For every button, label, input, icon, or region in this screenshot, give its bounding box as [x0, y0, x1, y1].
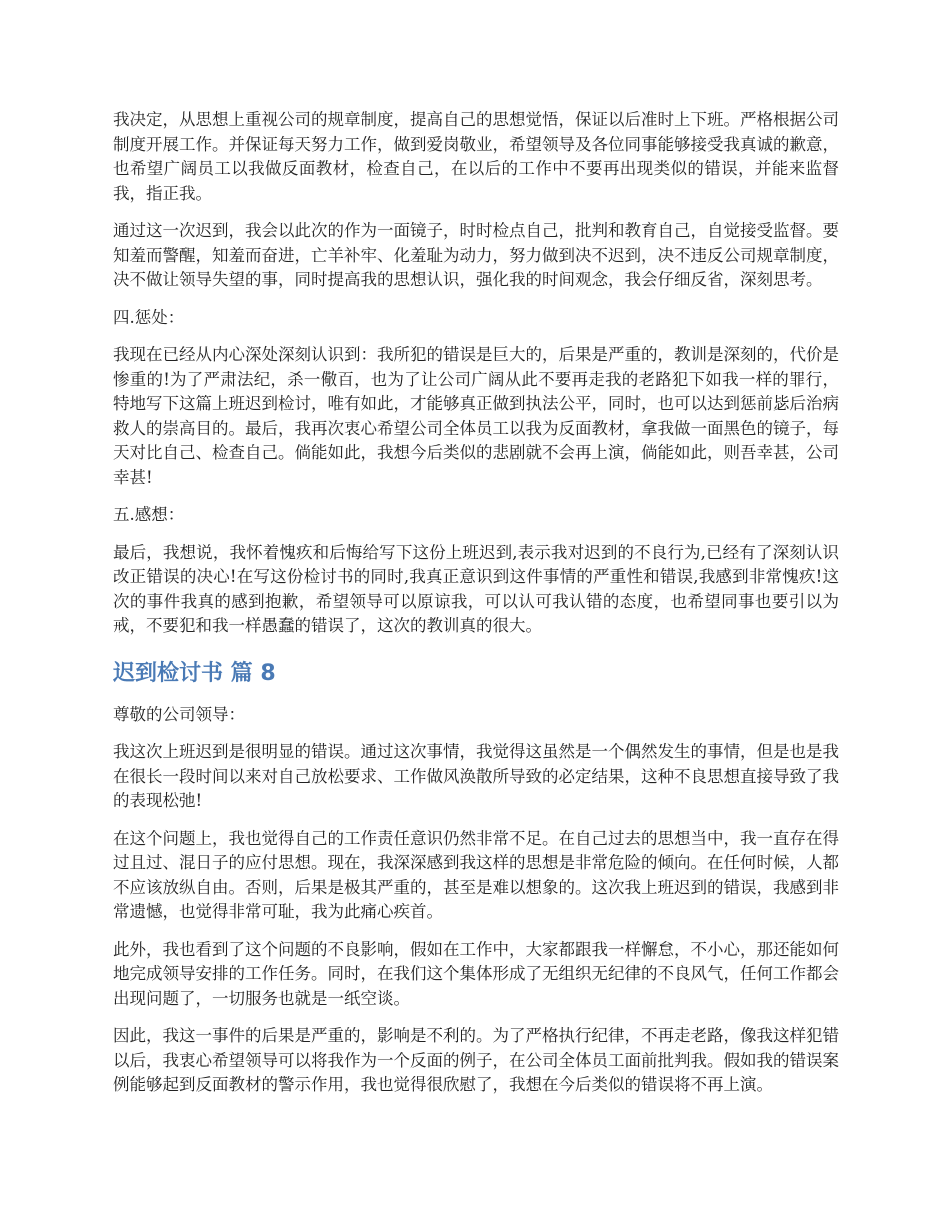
subheading-thoughts: 五.感想： [113, 505, 185, 524]
subheading-punishment: 四.惩处： [113, 307, 185, 327]
paragraph-thoughts: 最后，我想说，我怀着愧疚和后悔给写下这份上班迟到,表示我对迟到的不良行为,已经有了深刻认识改正错误的决心!在写这份检讨书的同时,我真正意识到这件事情的严重性和错误,我感到非常愧疚!这次的事件我真的感到抱歉，希望领导可以原谅我，可以认可我认错的态度，也希望同事也要引以为戒，不要犯和我一样愚蠢的错误了，这次的教训真的很大。 [113, 542, 839, 635]
document-page [113, 108, 839, 1111]
paragraph-admission: 我这次上班迟到是很明显的错误。通过这次事情，我觉得这虽然是一个偶然发生的事情，但是也是我在很长一段时间以来对自己放松要求、工作做风涣散所导致的必定结果，这种不良思想直接导致了我的表现松弛! [113, 742, 839, 810]
paragraph-resolution: 我决定，从思想上重视公司的规章制度，提高自己的思想觉悟，保证以后准时上下班。严格根据公司制度开展工作。并保证每天努力工作，做到爱岗敬业，希望领导及各位同事能够接受我真诚的歉意，也希望广阔员工以我做反面教材，检查自己，在以后的工作中不要再出现类似的错误，并能来监督我，指正我。 [113, 110, 839, 203]
paragraph-responsibility: 在这个问题上，我也觉得自己的工作责任意识仍然非常不足。在自己过去的思想当中，我一直存在得过且过、混日子的应付思想。现在，我深深感到我这样的思想是非常危险的倾向。在任何时候，人都不应该放纵自由。否则，后果是极其严重的，甚至是难以想象的。这次我上班迟到的错误，我感到非常遗憾，也觉得非常可耻，我为此痛心疾首。 [113, 828, 839, 921]
paragraph-punishment: 我现在已经从内心深处深刻认识到：我所犯的错误是巨大的，后果是严重的，教训是深刻的，代价是惨重的!为了严肃法纪，杀一儆百，也为了让公司广阔从此不要再走我的老路犯下如我一样的罪行，特地写下这篇上班迟到检讨，唯有如此，才能够真正做到执法公平，同时，也可以达到惩前毖后治病救人的崇高目的。最后，我再次衷心希望公司全体员工以我为反面教材，拿我做一面黑色的镜子，每天对比自己、检查自己。倘能如此，我想今后类似的悲剧就不会再上演，倘能如此，则吾幸甚，公司幸甚! [113, 345, 839, 487]
paragraph-reflection: 通过这一次迟到，我会以此次的作为一面镜子，时时检点自己，批判和教育自己，自觉接受监督。要知羞而警醒，知羞而奋进，亡羊补牢、化羞耻为动力，努力做到决不迟到，决不违反公司规章制度，决不做让领导失望的事，同时提高我的思想认识，强化我的时间观念，我会仔细反省，深刻思考。 [113, 221, 839, 289]
salutation: 尊敬的公司领导： [113, 704, 245, 724]
paragraph-conclusion: 因此，我这一事件的后果是严重的，影响是不利的。为了严格执行纪律，不再走老路，像我这样犯错以后，我衷心希望领导可以将我作为一个反面的例子，在公司全体员工面前批判我。假如我的错误案例能够起到反面教材的警示作用，我也觉得很欣慰了，我想在今后类似的错误将不再上演。 [113, 1026, 839, 1094]
paragraph-impact: 此外，我也看到了这个问题的不良影响，假如在工作中，大家都跟我一样懈怠，不小心，那还能如何地完成领导安排的工作任务。同时，在我们这个集体形成了无组织无纪律的不良风气，任何工作都会出现问题了，一切服务也就是一纸空谈。 [113, 939, 839, 1008]
section-heading: 迟到检讨书 篇 8 [113, 660, 276, 686]
